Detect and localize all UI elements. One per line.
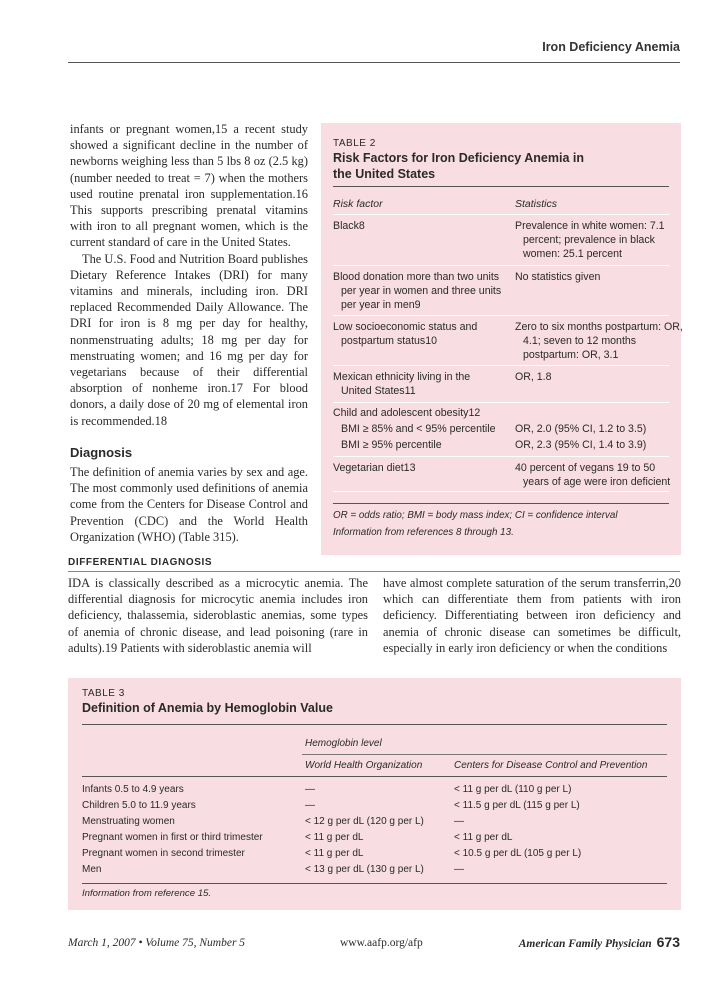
risk-factor-cell: Low socioeconomic status and postpartum status10: [333, 321, 478, 347]
risk-factor-cell: Blood donation more than two units per year in women and three units per year in men9: [333, 271, 502, 311]
table-rule: [82, 883, 667, 884]
footer-journal: [519, 934, 680, 950]
cdc-cell: < 11 g per dL (110 g per L): [454, 784, 572, 795]
table-rule: [82, 724, 667, 725]
statistic-cell: OR, 1.8: [515, 371, 552, 383]
page-number: 673: [656, 934, 680, 950]
who-cell: < 13 g per dL (130 g per L): [305, 864, 424, 875]
cdc-cell: —: [454, 816, 464, 827]
section-rule: [68, 571, 680, 572]
row-separator: [333, 365, 669, 366]
column-group-head: Hemoglobin level: [305, 738, 382, 749]
table-2-title: Risk Factors for Iron Deficiency Anemia in the United States: [333, 151, 584, 181]
header-rule: [68, 62, 680, 63]
cdc-cell: < 10.5 g per dL (105 g per L): [454, 848, 582, 859]
table-2-risk-factors: [321, 123, 681, 555]
column-head-statistics: Statistics: [515, 198, 558, 210]
row-separator: [333, 315, 669, 316]
cdc-cell: < 11 g per dL: [454, 832, 513, 843]
paragraph-transferrin: have almost complete saturation of the serum transferrin,20 which can differentiate them from patients with iron deficiency. Differentiating between iron deficiency and anemia of chronic disease can sometimes be difficult, especially in early iron deficiency or when the conditions: [383, 576, 681, 655]
group-cell: Pregnant women in first or third trimester: [82, 832, 263, 843]
who-cell: < 12 g per dL (120 g per L): [305, 816, 424, 827]
row-separator: [333, 214, 669, 215]
footer-url: www.aafp.org/afp: [340, 937, 423, 949]
risk-factor-cell: Mexican ethnicity living in the United States11: [333, 371, 471, 397]
table-2-abbreviations: OR = odds ratio; BMI = body mass index; CI = confidence interval: [333, 510, 618, 521]
paragraph-anemia-definition: The definition of anemia varies by sex and age. The most commonly used definitions of anemia come from the Centers for Disease Control and Prevention (CDC) and the World Health Organization (WHO) (Table 315).: [70, 465, 308, 544]
risk-factor-cell: Vegetarian diet13: [333, 462, 416, 474]
row-separator: [333, 456, 669, 457]
table-3-source: Information from reference 15.: [82, 888, 212, 899]
table-rule: [333, 186, 669, 187]
table-rule: [82, 776, 667, 777]
group-cell: Children 5.0 to 11.9 years: [82, 800, 196, 811]
table-3-hemoglobin: [68, 678, 681, 910]
differential-diagnosis-heading: DIFFERENTIAL DIAGNOSIS: [68, 557, 213, 568]
group-cell: Pregnant women in second trimester: [82, 848, 245, 859]
journal-name: American Family Physician: [518, 938, 652, 950]
table-rule: [333, 503, 669, 504]
group-cell: Infants 0.5 to 4.9 years: [82, 784, 184, 795]
who-cell: —: [305, 800, 315, 811]
who-cell: —: [305, 784, 315, 795]
risk-factor-cell: Child and adolescent obesity12: [333, 407, 481, 419]
risk-factor-cell: BMI ≥ 95% percentile: [341, 439, 442, 451]
table-2-source: Information from references 8 through 13.: [333, 527, 514, 538]
paragraph-prenatal-iron: infants or pregnant women,15 a recent study showed a significant decline in the number of newborns weighing less than 5 lbs 8 oz (2.5 kg) (number needed to treat = 7) when the mothers used routine prenatal iron supplementation.16 This supports prescribing prenatal vitamins with iron to all pregnant women, which is the current standard of care in the United States.: [70, 122, 308, 250]
row-separator: [333, 402, 669, 403]
statistic-cell: Prevalence in white women: 7.1 percent; prevalence in black women: 25.1 percent: [515, 220, 665, 260]
risk-factor-cell: BMI ≥ 85% and < 95% percentile: [341, 423, 496, 435]
row-separator: [333, 265, 669, 266]
paragraph-microcytic: IDA is classically described as a microcytic anemia. The differential diagnosis for microcytic anemia includes iron deficiency, thalassemia, sideroblastic anemias, some types of anemia of chronic disease, and lead poisoning (rare in adults).19 Patients with sideroblastic anemia will: [68, 576, 368, 655]
table-2-label: TABLE 2: [333, 138, 376, 149]
who-cell: < 11 g per dL: [305, 832, 364, 843]
row-separator: [333, 491, 669, 492]
statistic-cell: 40 percent of vegans 19 to 50 years of age were iron deficient: [515, 462, 671, 488]
column-head-risk-factor: Risk factor: [333, 198, 383, 210]
running-head: Iron Deficiency Anemia: [542, 40, 680, 54]
cdc-cell: —: [454, 864, 464, 875]
risk-factor-cell: Black8: [333, 220, 365, 232]
table-rule: [302, 754, 667, 755]
column-head-cdc: Centers for Disease Control and Prevention: [454, 760, 648, 771]
who-cell: < 11 g per dL: [305, 848, 364, 859]
statistic-cell: No statistics given: [515, 271, 601, 283]
column-head-who: World Health Organization: [305, 760, 423, 771]
paragraph-dri: The U.S. Food and Nutrition Board publishes Dietary Reference Intakes (DRI) for many vitamins and minerals, including iron. DRI replaced Recommended Daily Allowance. The DRI for iron is 8 mg per day for healthy, nonmenstruating adults; 18 mg per day for menstruating women; and 16 mg per day for vegetarians because of their differential absorption of nonheme iron.17 For blood donors, a daily dose of 20 mg of elemental iron is recommended.18: [70, 251, 308, 428]
group-cell: Menstruating women: [82, 816, 175, 827]
statistic-cell: OR, 2.0 (95% CI, 1.2 to 3.5): [515, 423, 647, 435]
footer-issue: March 1, 2007 • Volume 75, Number 5: [68, 937, 246, 949]
group-cell: Men: [82, 864, 102, 875]
cdc-cell: < 11.5 g per dL (115 g per L): [454, 800, 580, 811]
statistic-cell: OR, 2.3 (95% CI, 1.4 to 3.9): [515, 439, 647, 451]
diagnosis-heading: Diagnosis: [70, 444, 133, 460]
left-column: [70, 121, 308, 545]
table-3-label: TABLE 3: [82, 688, 125, 699]
table-3-title: Definition of Anemia by Hemoglobin Value: [82, 701, 333, 715]
statistic-cell: Zero to six months postpartum: OR, 4.1; seven to 12 months postpartum: OR, 3.1: [515, 321, 683, 361]
